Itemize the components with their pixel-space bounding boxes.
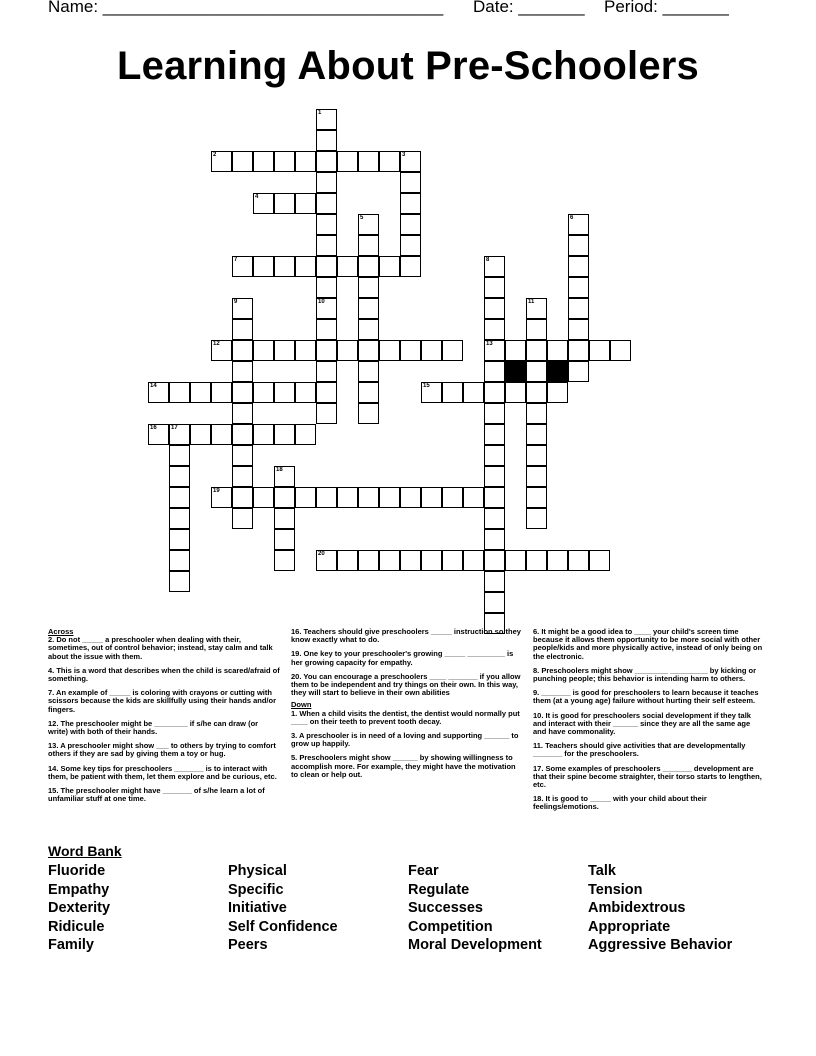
crossword-cell[interactable] — [400, 151, 421, 172]
word-bank-item: Talk — [588, 863, 616, 879]
crossword-cell[interactable] — [316, 235, 337, 256]
crossword-cell[interactable] — [232, 424, 253, 445]
clue-number: 3 — [402, 152, 406, 158]
clue-across-12: 12. The preschooler might be ________ if s/he can draw (or write) with both of their hands. — [48, 718, 259, 737]
crossword-cell[interactable] — [337, 550, 358, 571]
crossword-cell[interactable] — [232, 487, 253, 508]
word-bank-item: Successes — [408, 900, 483, 917]
crossword-cell[interactable] — [358, 319, 379, 340]
word-bank-item: Ridicule — [48, 918, 105, 935]
crossword-cell[interactable] — [232, 151, 253, 172]
crossword-cell[interactable] — [169, 529, 190, 550]
crossword-cell[interactable] — [232, 319, 253, 340]
crossword-cell[interactable] — [442, 382, 463, 403]
crossword-cell[interactable] — [526, 340, 547, 361]
crossword-cell[interactable] — [484, 487, 505, 508]
clue-number: 4 — [255, 194, 259, 200]
crossword-cell[interactable] — [547, 550, 568, 571]
crossword-cell[interactable] — [463, 487, 484, 508]
crossword-cell[interactable] — [526, 487, 547, 508]
crossword-cell[interactable] — [148, 382, 169, 403]
crossword-cell[interactable] — [169, 571, 190, 592]
clue-number: 20 — [318, 551, 325, 557]
word-bank-item: Appropriate — [588, 918, 671, 935]
crossword-cell[interactable] — [484, 319, 505, 340]
crossword-cell[interactable] — [484, 592, 505, 613]
crossword-cell[interactable] — [274, 550, 295, 571]
crossword-cell[interactable] — [379, 151, 400, 172]
crossword-cell[interactable] — [169, 550, 190, 571]
crossword-cell[interactable] — [358, 340, 379, 361]
clue-number: 14 — [150, 383, 157, 389]
crossword-cell[interactable] — [337, 340, 358, 361]
crossword-cell[interactable] — [484, 382, 505, 403]
crossword-cell[interactable] — [484, 424, 505, 445]
crossword-cell[interactable] — [463, 382, 484, 403]
crossword-cell[interactable] — [232, 361, 253, 382]
word-bank-item: Ambidextrous — [588, 900, 686, 917]
crossword-cell[interactable] — [505, 550, 526, 571]
crossword-cell[interactable] — [610, 340, 631, 361]
crossword-cell[interactable] — [232, 256, 253, 277]
word-bank-item: Empathy — [48, 881, 110, 898]
word-bank-item: Regulate — [408, 881, 470, 898]
crossword-cell[interactable] — [337, 256, 358, 277]
crossword-cell[interactable] — [568, 277, 589, 298]
crossword-cell[interactable] — [316, 340, 337, 361]
down-heading: Down — [291, 700, 312, 710]
crossword-cell[interactable] — [190, 424, 211, 445]
crossword-cell[interactable] — [484, 445, 505, 466]
crossword-cell[interactable] — [379, 550, 400, 571]
clue-across-19: 19. One key to your preschooler's growing _____ _________ is her growing capacity for empathy. — [291, 649, 514, 667]
crossword-cell[interactable] — [295, 256, 316, 277]
crossword-cell[interactable] — [211, 151, 232, 172]
crossword-cell[interactable] — [568, 340, 589, 361]
crossword-cell[interactable] — [505, 340, 526, 361]
crossword-cell[interactable] — [484, 466, 505, 487]
crossword-cell[interactable] — [526, 298, 547, 319]
crossword-cell[interactable] — [316, 214, 337, 235]
clues-column-1 — [48, 628, 280, 809]
crossword-cell[interactable] — [274, 151, 295, 172]
clue-down-1: 1. When a child visits the dentist, the dentist would normally put ____ on their teeth to prevent tooth decay. — [291, 708, 520, 726]
crossword-cell[interactable] — [295, 151, 316, 172]
word-bank-item: Specific — [228, 881, 284, 898]
crossword-black-cell — [547, 361, 568, 382]
crossword-cell[interactable] — [400, 256, 421, 277]
word-bank-column-4 — [588, 862, 732, 955]
crossword-cell[interactable] — [253, 487, 274, 508]
crossword-cell[interactable] — [526, 361, 547, 382]
crossword-cell[interactable] — [232, 298, 253, 319]
clues-column-3 — [533, 628, 765, 818]
crossword-cell[interactable] — [484, 550, 505, 571]
clue-number: 16 — [150, 425, 157, 431]
crossword-cell[interactable] — [484, 298, 505, 319]
clue-number: 10 — [318, 299, 325, 305]
clue-number: 19 — [213, 488, 220, 494]
crossword-cell[interactable] — [421, 340, 442, 361]
crossword-cell[interactable] — [358, 235, 379, 256]
clue-number: 18 — [276, 467, 283, 473]
crossword-cell[interactable] — [274, 508, 295, 529]
clue-number: 12 — [213, 341, 220, 347]
crossword-cell[interactable] — [526, 508, 547, 529]
crossword-cell[interactable] — [568, 550, 589, 571]
crossword-cell[interactable] — [358, 277, 379, 298]
clue-number: 17 — [171, 425, 178, 431]
clue-number: 7 — [234, 257, 238, 263]
crossword-cell[interactable] — [379, 256, 400, 277]
crossword-cell[interactable] — [400, 193, 421, 214]
crossword-cell[interactable] — [316, 172, 337, 193]
crossword-cell[interactable] — [358, 403, 379, 424]
crossword-cell[interactable] — [358, 487, 379, 508]
crossword-cell[interactable] — [379, 487, 400, 508]
clue-across-14: 14. Some key tips for preschoolers _______ is to interact with them, be patient with them, let them explore and be curious, etc. — [48, 763, 277, 781]
crossword-cell[interactable] — [274, 193, 295, 214]
page-title: Learning About Pre-Schoolers — [117, 44, 699, 88]
crossword-cell[interactable] — [337, 487, 358, 508]
clue-across-7: 7. An example of _____ is coloring with crayons or cutting with scissors because the kids are skillfully using their hands and/or fingers. — [48, 688, 276, 714]
word-bank-column-3 — [408, 862, 542, 955]
crossword-cell[interactable] — [568, 214, 589, 235]
word-bank-title: Word Bank — [48, 843, 122, 859]
word-bank-column-2 — [228, 862, 338, 955]
crossword-cell[interactable] — [274, 256, 295, 277]
crossword-cell[interactable] — [295, 340, 316, 361]
crossword-cell[interactable] — [568, 319, 589, 340]
clue-down-3: 3. A preschooler is in need of a loving and supporting ______ to grow up happily. — [291, 731, 519, 749]
clue-down-9: 9. _______ is good for preschoolers to learn because it teaches them (at a young age) failure without hurting their self esteem. — [533, 688, 759, 706]
crossword-cell[interactable] — [442, 550, 463, 571]
crossword-cell[interactable] — [484, 256, 505, 277]
crossword-cell[interactable] — [232, 508, 253, 529]
crossword-cell[interactable] — [316, 550, 337, 571]
crossword-cell[interactable] — [358, 550, 379, 571]
clue-number: 11 — [528, 299, 535, 305]
crossword-cell[interactable] — [484, 571, 505, 592]
word-bank-item: Peers — [228, 937, 268, 954]
word-bank-item: Fear — [408, 863, 439, 879]
crossword-cell[interactable] — [484, 403, 505, 424]
crossword-cell[interactable] — [526, 424, 547, 445]
crossword-cell[interactable] — [568, 298, 589, 319]
clue-number: 6 — [570, 215, 574, 221]
crossword-cell[interactable] — [190, 382, 211, 403]
crossword-cell[interactable] — [253, 340, 274, 361]
crossword-cell[interactable] — [526, 403, 547, 424]
crossword-cell[interactable] — [400, 172, 421, 193]
crossword-cell[interactable] — [358, 382, 379, 403]
crossword-cell[interactable] — [442, 487, 463, 508]
crossword-cell[interactable] — [169, 424, 190, 445]
crossword-cell[interactable] — [316, 193, 337, 214]
crossword-cell[interactable] — [211, 382, 232, 403]
crossword-cell[interactable] — [169, 382, 190, 403]
crossword-cell[interactable] — [589, 340, 610, 361]
clue-number: 1 — [318, 110, 322, 116]
crossword-cell[interactable] — [253, 151, 274, 172]
word-bank-item: Fluoride — [48, 863, 106, 879]
word-bank-item: Moral Development — [408, 937, 542, 954]
clues-column-2 — [291, 628, 523, 785]
crossword-cell[interactable] — [463, 550, 484, 571]
crossword-cell[interactable] — [484, 361, 505, 382]
clue-down-6: 6. It might be a good idea to ____ your child's screen time because it allows them opportunity to be more social with other people/kids and more physically active, instead of only being on the electronic. — [533, 627, 763, 661]
word-bank-item: Aggressive Behavior — [588, 937, 733, 954]
crossword-cell[interactable] — [295, 424, 316, 445]
clue-number: 2 — [213, 152, 217, 158]
crossword-cell[interactable] — [316, 109, 337, 130]
clue-number: 5 — [360, 215, 364, 221]
clue-down-17: 17. Some examples of preschoolers _______ development are that their spine become straighter, their torso starts to lengthen, etc. — [533, 763, 762, 790]
crossword-cell[interactable] — [400, 487, 421, 508]
clue-down-10: 10. It is good for preschoolers social development if they talk and interact with their ______ since they are all the same age and have commonality. — [533, 710, 751, 737]
crossword-cell[interactable] — [274, 466, 295, 487]
clue-across-20: 20. You can encourage a preschoolers ____ _______ if you allow them to be independent and try things on their own. In this way, they will start to believe in their own abilities — [291, 671, 521, 698]
crossword-cell[interactable] — [253, 193, 274, 214]
crossword-cell[interactable] — [421, 550, 442, 571]
crossword-cell[interactable] — [169, 466, 190, 487]
crossword-cell[interactable] — [547, 340, 568, 361]
crossword-cell[interactable] — [316, 130, 337, 151]
clue-across-13: 13. A preschooler might show ___ to others by trying to comfort others if they are sad by giving them a toy or hug. — [48, 741, 276, 759]
crossword-cell[interactable] — [526, 445, 547, 466]
crossword-cell[interactable] — [169, 487, 190, 508]
crossword-cell[interactable] — [274, 382, 295, 403]
crossword-cell[interactable] — [568, 235, 589, 256]
crossword-cell[interactable] — [316, 403, 337, 424]
date-field-label: Date: _______ — [473, 0, 585, 16]
crossword-cell[interactable] — [358, 298, 379, 319]
word-bank-item: Tension — [588, 881, 643, 898]
crossword-cell[interactable] — [400, 235, 421, 256]
crossword-cell[interactable] — [421, 487, 442, 508]
crossword-cell[interactable] — [316, 298, 337, 319]
crossword-cell[interactable] — [484, 277, 505, 298]
crossword-cell[interactable] — [316, 361, 337, 382]
crossword-cell[interactable] — [316, 319, 337, 340]
clue-down-18: 18. It is good to _____ with your child about their feelings/emotions. — [533, 794, 707, 812]
crossword-cell[interactable] — [526, 466, 547, 487]
crossword-cell[interactable] — [295, 487, 316, 508]
crossword-cell[interactable] — [589, 550, 610, 571]
crossword-cell[interactable] — [526, 550, 547, 571]
clue-across-15: 15. The preschooler might have _______ of s/he learn a lot of unfamiliar stuff at one time. — [48, 786, 265, 804]
crossword-cell[interactable] — [568, 256, 589, 277]
crossword-cell[interactable] — [232, 382, 253, 403]
crossword-cell[interactable] — [295, 382, 316, 403]
crossword-cell[interactable] — [211, 487, 232, 508]
crossword-cell[interactable] — [148, 424, 169, 445]
clue-across-2: 2. Do not _____ a preschooler when dealing with their, sometimes, out of control behavior; instead, stay calm and talk about the issue with them. — [48, 635, 273, 661]
period-field-label: Period: _______ — [604, 0, 729, 16]
crossword-cell[interactable] — [253, 256, 274, 277]
crossword-cell[interactable] — [358, 151, 379, 172]
name-field-label: Name: ____________________________________ — [48, 0, 444, 16]
crossword-cell[interactable] — [169, 445, 190, 466]
word-bank-item: Family — [48, 937, 94, 954]
crossword-cell[interactable] — [253, 382, 274, 403]
crossword-cell[interactable] — [358, 361, 379, 382]
crossword-cell[interactable] — [358, 214, 379, 235]
clue-number: 13 — [486, 341, 493, 347]
crossword-cell[interactable] — [295, 193, 316, 214]
word-bank-item: Dexterity — [48, 900, 111, 917]
crossword-cell[interactable] — [211, 424, 232, 445]
word-bank-item: Self Confidence — [228, 918, 338, 935]
word-bank-item: Initiative — [228, 900, 287, 917]
clue-number: 9 — [234, 299, 238, 305]
crossword-cell[interactable] — [274, 487, 295, 508]
across-heading: Across — [48, 627, 74, 636]
crossword-cell[interactable] — [274, 424, 295, 445]
crossword-cell[interactable] — [526, 382, 547, 403]
clue-down-11: 11. Teachers should give activities that are developmentally _______ for the preschoolers. — [533, 741, 746, 759]
crossword-cell[interactable] — [484, 508, 505, 529]
crossword-cell[interactable] — [232, 340, 253, 361]
crossword-cell[interactable] — [526, 319, 547, 340]
crossword-cell[interactable] — [232, 466, 253, 487]
crossword-cell[interactable] — [400, 214, 421, 235]
crossword-cell[interactable] — [274, 340, 295, 361]
crossword-cell[interactable] — [505, 382, 526, 403]
crossword-cell[interactable] — [421, 382, 442, 403]
crossword-cell[interactable] — [547, 382, 568, 403]
crossword-cell[interactable] — [316, 382, 337, 403]
word-bank-item: Competition — [408, 918, 493, 935]
crossword-cell[interactable] — [379, 340, 400, 361]
crossword-black-cell — [505, 361, 526, 382]
word-bank-item: Physical — [228, 863, 287, 879]
crossword-cell[interactable] — [316, 277, 337, 298]
clue-across-4: 4. This is a word that describes when the child is scared/afraid of something. — [48, 665, 280, 684]
crossword-cell[interactable] — [232, 445, 253, 466]
crossword-cell[interactable] — [211, 340, 232, 361]
crossword-cell[interactable] — [484, 529, 505, 550]
crossword-cell[interactable] — [316, 151, 337, 172]
crossword-cell[interactable] — [232, 403, 253, 424]
crossword-cell[interactable] — [274, 529, 295, 550]
word-bank-column-1 — [48, 862, 110, 955]
crossword-cell[interactable] — [358, 256, 379, 277]
crossword-cell[interactable] — [400, 340, 421, 361]
crossword-cell[interactable] — [316, 487, 337, 508]
crossword-cell[interactable] — [253, 424, 274, 445]
clue-number: 8 — [486, 257, 490, 263]
crossword-cell[interactable] — [568, 361, 589, 382]
clue-across-16: 16. Teachers should give preschoolers _____ instruction so they know exactly what to do. — [291, 627, 521, 645]
clue-number: 15 — [423, 383, 430, 389]
crossword-cell[interactable] — [400, 550, 421, 571]
crossword-cell[interactable] — [337, 151, 358, 172]
crossword-cell[interactable] — [169, 508, 190, 529]
clue-down-5: 5. Preschoolers might show ______ by showing willingness to accomplish more. For example, they might have the motivation to clean or help out. — [291, 753, 516, 779]
crossword-cell[interactable] — [442, 340, 463, 361]
crossword-cell[interactable] — [316, 256, 337, 277]
clue-down-8: 8. Preschoolers might show ________ _________ by kicking or punching people; this behavior is intending harm to others. — [533, 665, 757, 684]
crossword-cell[interactable] — [484, 340, 505, 361]
